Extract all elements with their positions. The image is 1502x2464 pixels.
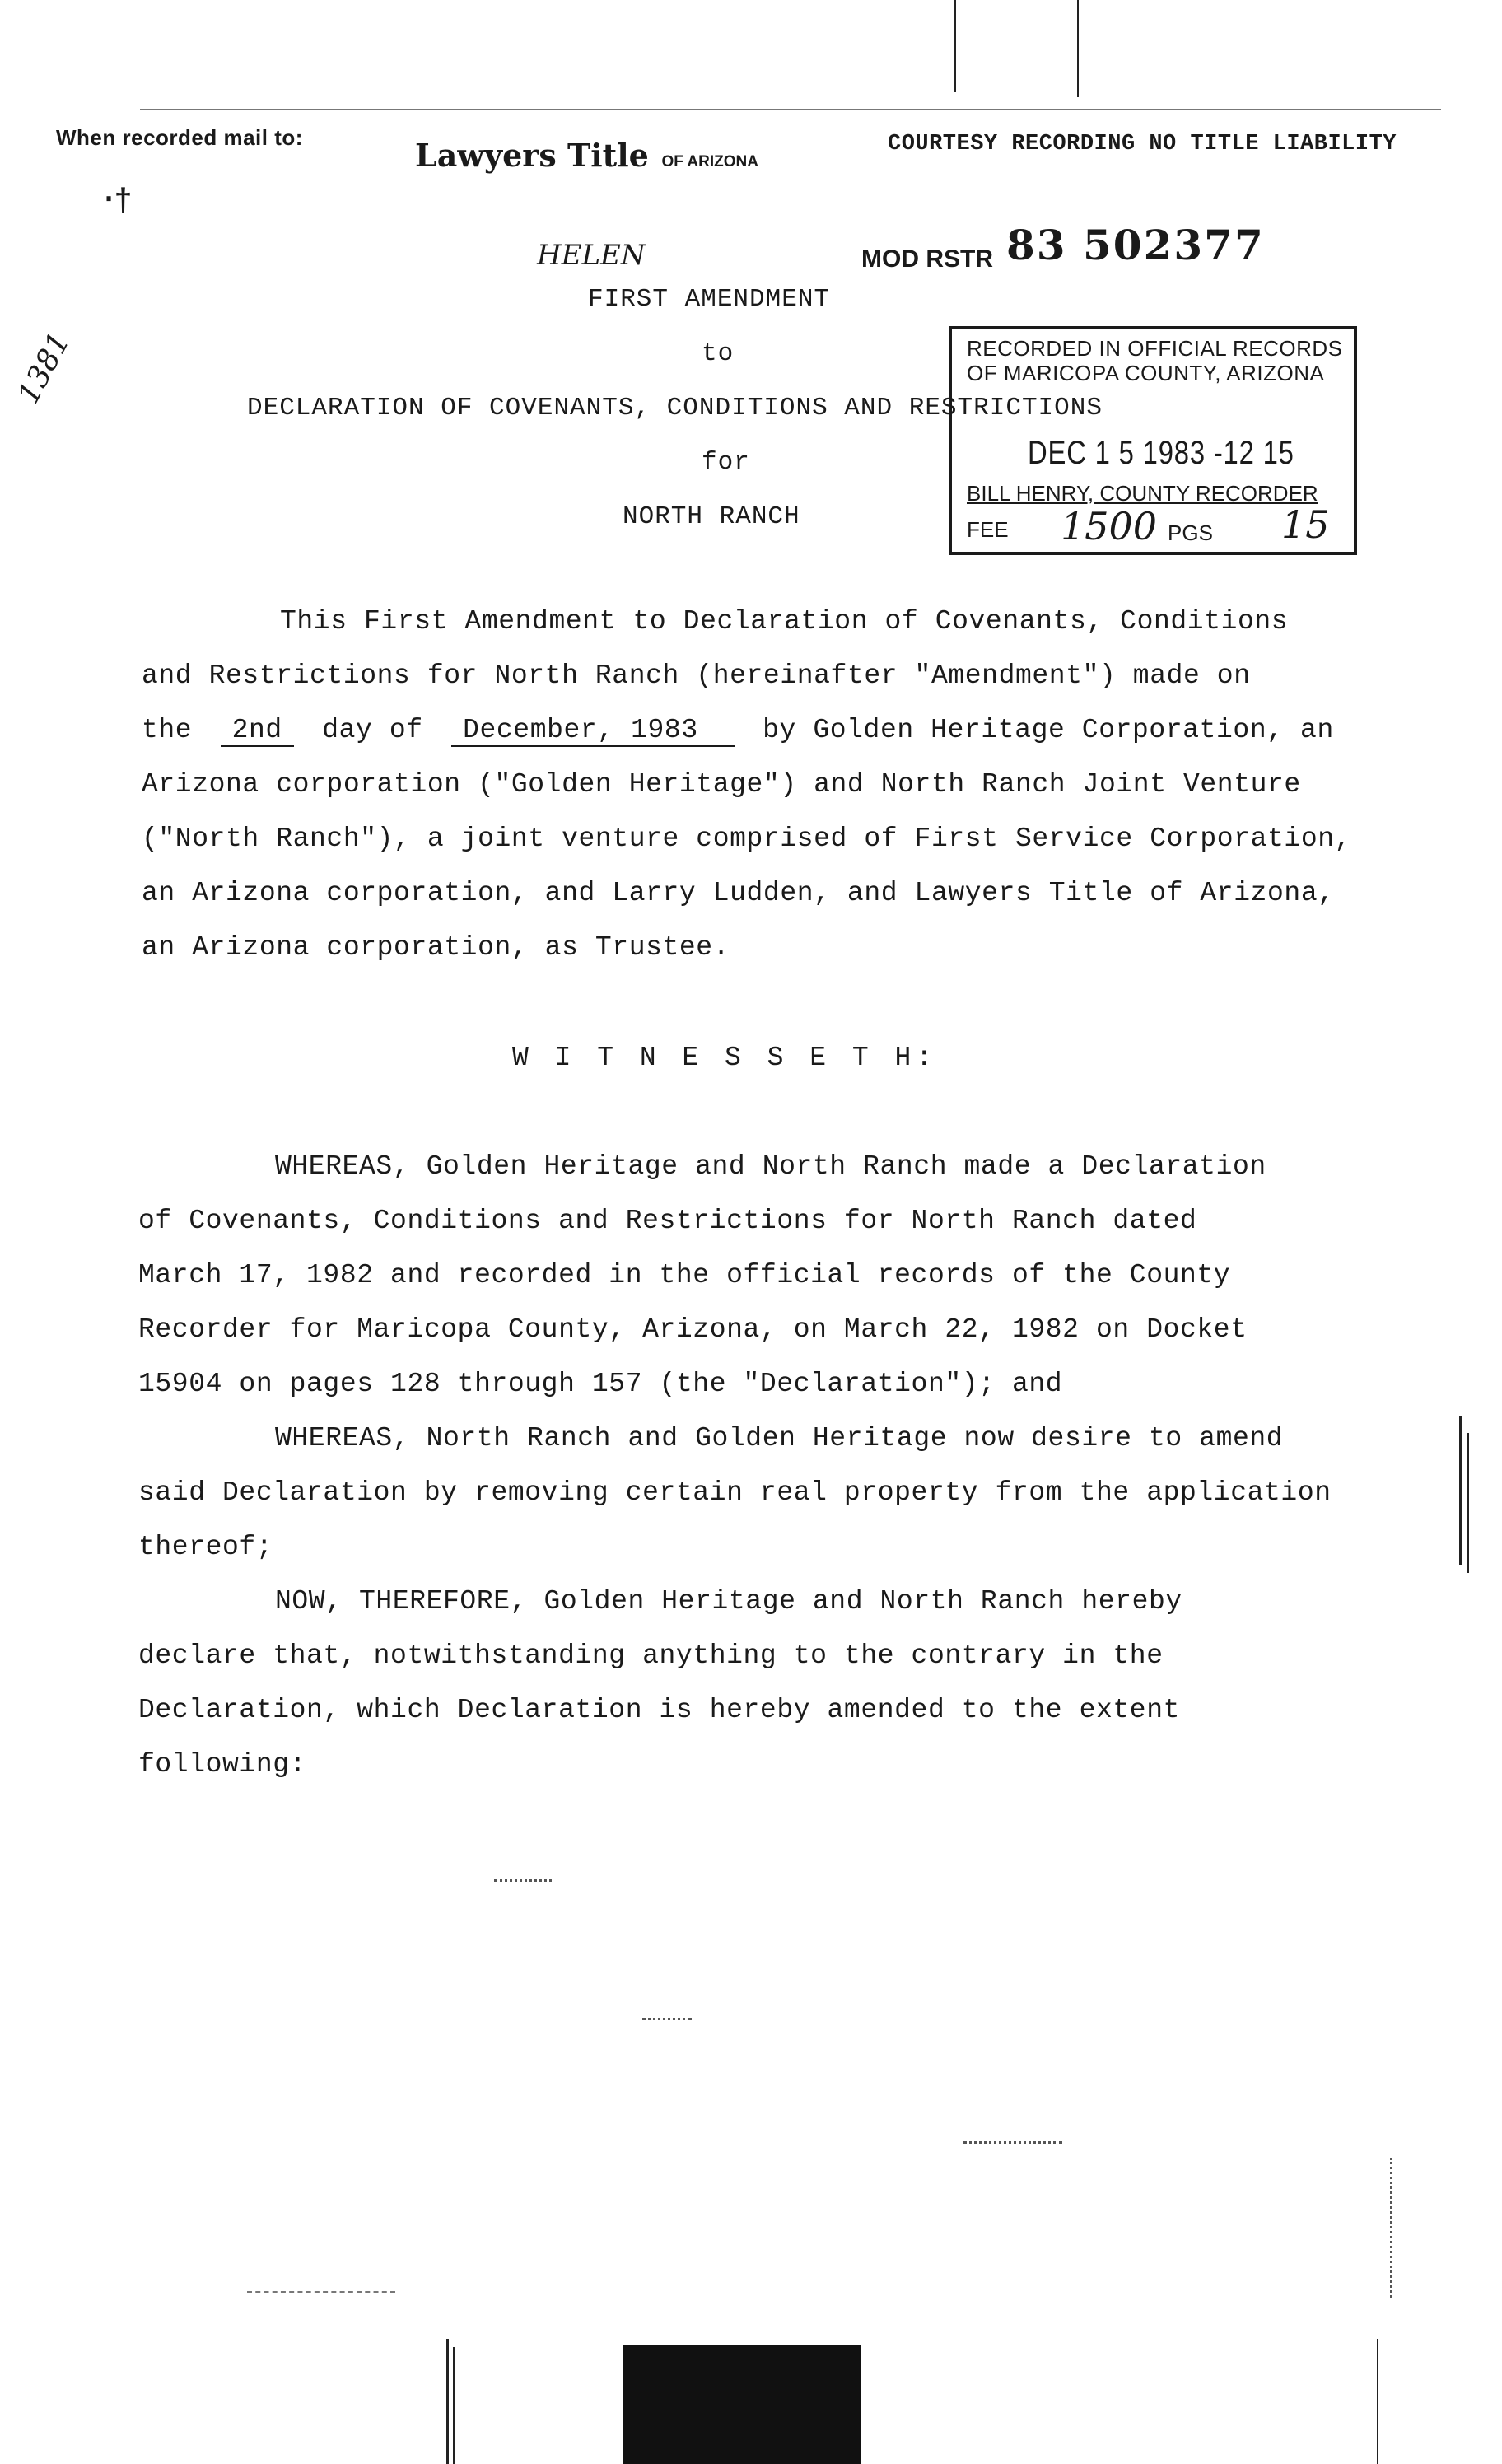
intro-line-3 (142, 715, 1334, 747)
filled-day: 2nd (221, 715, 294, 747)
title-line-2: to (702, 339, 735, 368)
recital-line-8: thereof; (138, 1532, 273, 1562)
recital-line-1: WHEREAS, Golden Heritage and North Ranch made a Declaration (275, 1151, 1266, 1182)
scan-speckle (963, 2141, 1062, 2144)
recording-stamp (949, 326, 1357, 555)
intro-day-of: day of (322, 715, 423, 745)
stamp-date: DEC 1 5 1983 -12 15 (1028, 435, 1294, 471)
margin-mark: 1381 (12, 327, 77, 410)
scan-artifact-line (1459, 1416, 1462, 1565)
intro-by: by Golden Heritage Corporation, an (763, 715, 1334, 745)
mail-to-label: When recorded mail to: (56, 125, 303, 150)
scan-artifact-line (446, 2339, 449, 2464)
intro-line-1: This First Amendment to Declaration of Covenants, Conditions (280, 606, 1289, 637)
courtesy-notice: COURTESY RECORDING NO TITLE LIABILITY (888, 132, 1397, 156)
witnesseth-heading: W I T N E S S E T H: (512, 1043, 938, 1073)
recital-line-2: of Covenants, Conditions and Restrictions for North Ranch dated (138, 1206, 1197, 1236)
stamp-pgs-label: PGS (1168, 520, 1213, 545)
intro-line-4: Arizona corporation ("Golden Heritage") and North Ranch Joint Venture (142, 769, 1301, 800)
title-line-3: DECLARATION OF COVENANTS, CONDITIONS AND RESTRICTIONS (247, 394, 1103, 422)
scribble-mark: ‧† (104, 184, 133, 220)
intro-line-5: ("North Ranch"), a joint venture comprised of First Service Corporation, (142, 824, 1352, 854)
scan-artifact-blotch (623, 2345, 861, 2464)
recital-line-5: 15904 on pages 128 through 157 (the "Declaration"); and (138, 1369, 1063, 1399)
title-company-logo (415, 137, 758, 174)
scan-speckle (494, 1879, 552, 1882)
stamp-recorder: BILL HENRY, COUNTY RECORDER (967, 481, 1318, 506)
stamp-line-1: RECORDED IN OFFICIAL RECORDS (967, 336, 1343, 361)
scan-speckle (642, 2018, 692, 2020)
scan-artifact-line (1077, 0, 1079, 97)
intro-line-2: and Restrictions for North Ranch (hereinafter "Amendment") made on (142, 660, 1251, 691)
recital-line-11: Declaration, which Declaration is hereby amended to the extent (138, 1695, 1180, 1725)
stamp-fee-value: 1500 (1061, 504, 1158, 548)
intro-line-6: an Arizona corporation, and Larry Ludden, and Lawyers Title of Arizona, (142, 878, 1335, 908)
recital-line-3: March 17, 1982 and recorded in the official records of the County (138, 1260, 1231, 1290)
document-number: 83 502377 (1006, 221, 1265, 269)
stamp-pgs-value: 15 (1281, 502, 1330, 547)
title-company-name: Lawyers Title (415, 137, 649, 174)
handwritten-name: HELEN (537, 239, 646, 272)
stamp-line-2: OF MARICOPA COUNTY, ARIZONA (967, 361, 1325, 385)
filled-month-year: December, 1983 (451, 715, 735, 747)
title-line-5: NORTH RANCH (623, 502, 800, 531)
scan-top-edge (140, 109, 1441, 110)
title-company-suffix: OF ARIZONA (661, 153, 758, 170)
scan-artifact-line (954, 0, 956, 92)
scan-artifact-line (453, 2347, 455, 2464)
title-line-4: for (702, 448, 750, 477)
mod-label: MOD RSTR (861, 245, 993, 273)
recital-line-12: following: (138, 1749, 307, 1780)
recital-line-7: said Declaration by removing certain real property from the application (138, 1477, 1332, 1508)
scan-speckle (1390, 2158, 1392, 2298)
title-line-1: FIRST AMENDMENT (588, 285, 831, 314)
recital-line-10: declare that, notwithstanding anything to the contrary in the (138, 1640, 1164, 1671)
scan-artifact-line (1377, 2339, 1378, 2464)
scan-speckle (247, 2291, 395, 2293)
recital-line-9: NOW, THEREFORE, Golden Heritage and North Ranch hereby (275, 1586, 1182, 1617)
recital-line-4: Recorder for Maricopa County, Arizona, on March 22, 1982 on Docket (138, 1314, 1248, 1345)
stamp-fee-label: FEE (967, 517, 1009, 542)
intro-line-7: an Arizona corporation, as Trustee. (142, 932, 730, 963)
scan-artifact-line (1467, 1433, 1469, 1573)
intro-the: the (142, 715, 193, 745)
recital-line-6: WHEREAS, North Ranch and Golden Heritage now desire to amend (275, 1423, 1284, 1454)
